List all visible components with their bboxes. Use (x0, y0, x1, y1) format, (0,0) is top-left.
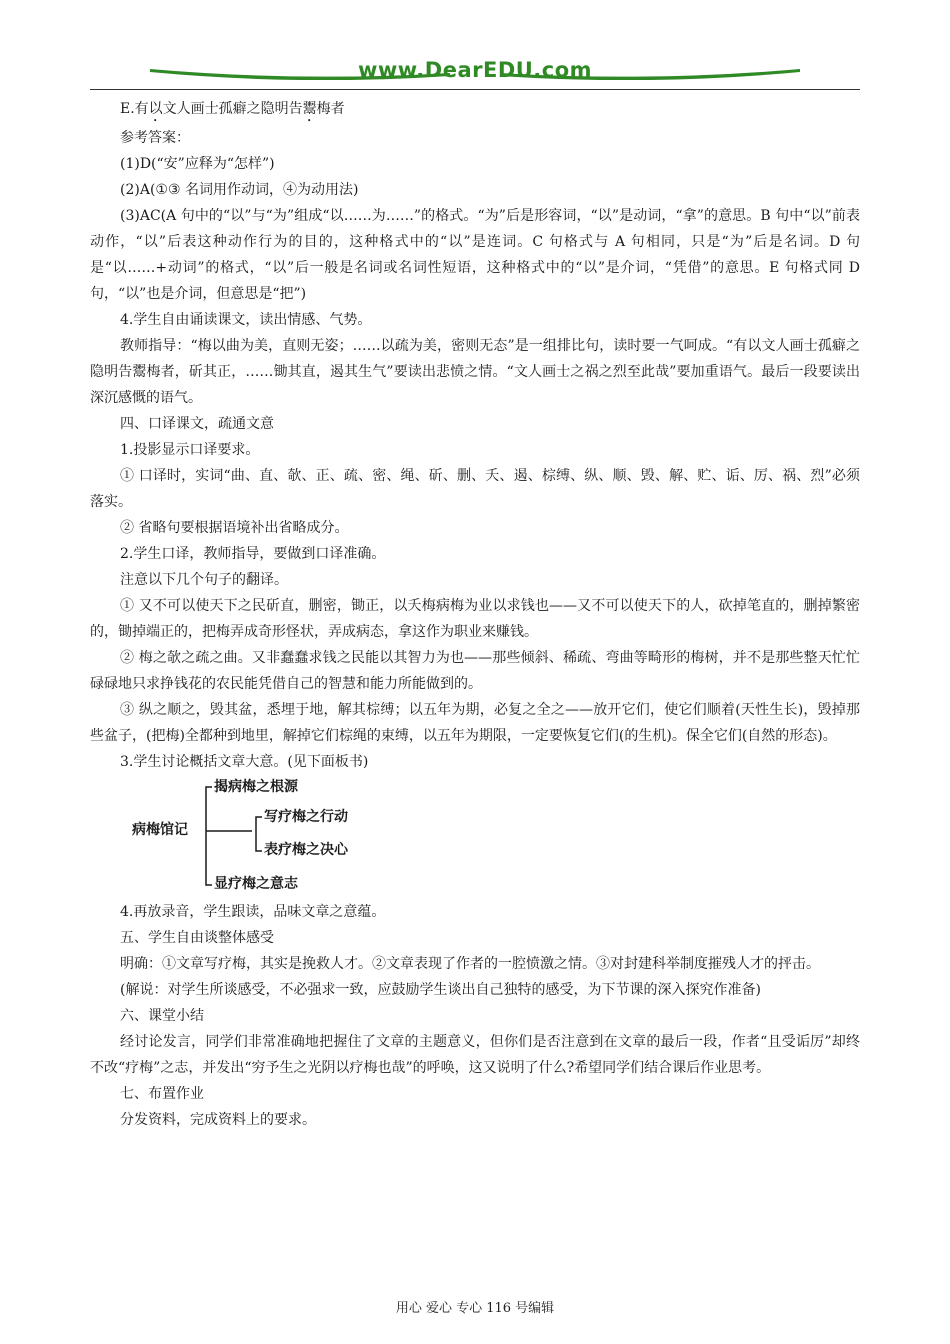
page-footer: 用心 爱心 专心 116 号编辑 (395, 1301, 555, 1316)
option-e (90, 96, 860, 125)
answer-3: (3)AC(A 句中的“以”与“为”组成“以……为……”的格式。“为”后是形容词，“以”是动词，“拿”的意思。B 句中“以”前表动作，“以”后表这种动作行为的目的，这种格式中的“以”是连词。C 句格式与 A 句相同，只是“为”后是名词。D 句是“以……+动词”的格式，“以”后一般是名词或名词性短语，这种格式中的“以”是介词，“凭借”的意思。E 句格式同 D 句，“以”也是介词，但意思是“把”) (90, 208, 860, 302)
requirement-2: ② 省略句要根据语境补出省略成分。 (120, 520, 349, 536)
step-2: 2.学生口译，教师指导，要做到口译准确。 (120, 546, 386, 562)
section-4-heading: 四、口译课文，疏通文意 (120, 416, 274, 432)
clarification: 明确：①文章写疗梅，其实是挽救人才。②文章表现了作者的一腔愤激之情。③对封建科举制度摧残人才的抨击。 (120, 956, 820, 972)
option-e-prefix: E.有 (120, 101, 149, 117)
section-7-heading: 七、布置作业 (120, 1086, 204, 1102)
diagram-root: 病梅馆记 (132, 822, 188, 838)
translation-note: 注意以下几个句子的翻译。 (120, 572, 288, 588)
answer-2: (2)A(①③ 名词用作动词，④为动用法) (120, 182, 359, 198)
translation-2: ② 梅之欹之疏之曲。又非蠢蠢求钱之民能以其智力为也——那些倾斜、稀疏、弯曲等畸形的梅树，并不是那些整天忙忙碌碌地只求挣钱花的农民能凭借自己的智慧和能力所能做到的。 (90, 650, 860, 692)
requirement-1: ① 口译时，实词“曲、直、欹、正、疏、密、绳、斫、删、夭、遏、棕缚、纵、顺、毁、解、贮、诟、厉、祸、烈”必须落实。 (90, 468, 860, 510)
section-5-heading: 五、学生自由谈整体感受 (120, 930, 274, 946)
diagram-branch-mid-2: 表疗梅之决心 (264, 842, 348, 858)
header-divider (90, 89, 860, 90)
section-6-heading: 六、课堂小结 (120, 1008, 204, 1024)
site-logo[interactable]: www.DearEDU.com (357, 58, 593, 82)
answer-1: (1)D(“安”应释为“怎样”) (120, 156, 275, 172)
option-e-suffix: 梅者 (316, 101, 345, 117)
diagram-branch-top: 揭病梅之根源 (214, 779, 298, 795)
step-4-recording: 4.再放录音，学生跟读，品味文章之意蕴。 (120, 904, 386, 920)
page-header (90, 56, 860, 92)
step-4-reading: 4.学生自由诵读课文，读出情感、气势。 (120, 312, 372, 328)
diagram-branch-bottom: 显疗梅之意志 (214, 876, 298, 892)
diagram-branch-mid-1: 写疗梅之行动 (264, 809, 348, 825)
translation-3: ③ 纵之顺之，毁其盆，悉埋于地，解其棕缚；以五年为期，必复之全之——放开它们，使它们顺着(天性生长)，毁掉那些盆子，(把梅)全都种到地里，解掉它们棕绳的束缚，以五年为期限，一定要恢复它们(的生机)。保全它们(自然的形态)。 (90, 702, 860, 744)
explanation: (解说：对学生所谈感受，不必强求一致，应鼓励学生谈出自己独特的感受，为下节课的深入探究作准备) (120, 982, 761, 998)
emphasized-char: 以 (148, 101, 163, 117)
translation-1: ① 又不可以使天下之民斫直，删密，锄正，以夭梅病梅为业以求钱也——又不可以使天下的人，砍掉笔直的，删掉繁密的，锄掉端正的，把梅弄成奇形怪状，弄成病态，拿这作为职业来赚钱。 (90, 598, 860, 640)
document-body (90, 96, 860, 1133)
class-summary: 经讨论发言，同学们非常准确地把握住了文章的主题意义，但你们是否注意到在文章的最后一段，作者“且受诟厉”却终不改“疗梅”之志，并发出“穷予生之光阴以疗梅也哉”的呼唤，这又说明了什么?希望同学们结合课后作业思考。 (90, 1034, 860, 1076)
homework: 分发资料，完成资料上的要求。 (120, 1112, 316, 1128)
step-3: 3.学生讨论概括文章大意。(见下面板书) (120, 754, 369, 770)
option-e-middle: 文人画士孤癖之隐明告 (162, 101, 303, 117)
teacher-guidance: 教师指导：“梅以曲为美，直则无姿；……以疏为美，密则无态”是一组排比句，读时要一气呵成。“有以文人画士孤癖之隐明告鬻梅者，斫其正，……锄其直，遏其生气”要读出悲愤之情。“文人画士之祸之烈至此哉”要加重语气。最后一段要读出深沉感慨的语气。 (90, 338, 860, 406)
step-1: 1.投影显示口译要求。 (120, 442, 260, 458)
emphasized-char: 鬻 (302, 101, 317, 117)
answer-label: 参考答案： (120, 130, 190, 146)
blackboard-diagram (90, 775, 860, 899)
